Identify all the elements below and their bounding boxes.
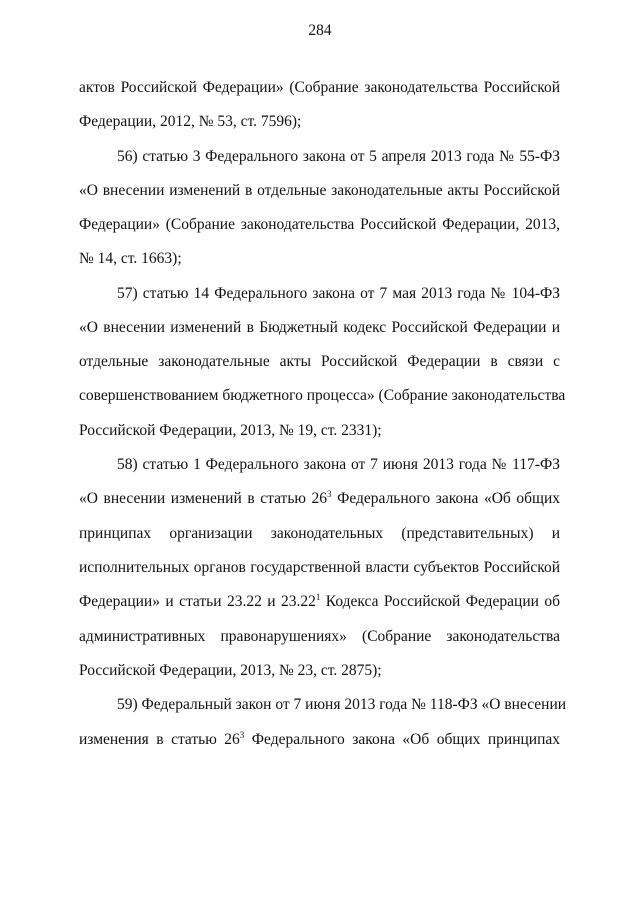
text-line: принципах организации законодательных (представительных) и — [79, 525, 560, 542]
text-segment: Кодекса Российской Федерации об — [320, 593, 560, 610]
superscript: 1 — [315, 592, 321, 602]
text-line — [79, 592, 560, 612]
superscript: 3 — [327, 489, 332, 499]
text-line: Федерации» (Собрание законодательства Российской Федерации, 2013, — [79, 216, 560, 233]
text-line: исполнительных органов государственной власти субъектов Российской — [79, 559, 560, 576]
text-line: «О внесении изменений в отдельные законодательные акты Российской — [79, 182, 560, 199]
text-line: Российской Федерации, 2013, № 23, ст. 2875); — [79, 662, 382, 679]
text-line: 58) статью 1 Федерального закона от 7 июня 2013 года № 117-ФЗ — [117, 456, 560, 473]
text-line: Российской Федерации, 2013, № 19, ст. 2331); — [79, 422, 382, 439]
text-line: Федерации, 2012, № 53, ст. 7596); — [79, 113, 302, 130]
text-line: 56) статью 3 Федерального закона от 5 апреля 2013 года № 55-ФЗ — [117, 148, 560, 165]
text-line — [79, 489, 560, 509]
text-segment: Федерации» и статьи 23.22 и 23.22 — [79, 593, 316, 610]
page-number: 284 — [308, 22, 332, 39]
text-segment: «О внесении изменений в статью 26 — [79, 490, 328, 507]
text-line: совершенствованием бюджетного процесса» (Собрание законодательства — [79, 387, 566, 404]
text-line: «О внесении изменений в Бюджетный кодекс Российской Федерации и — [79, 319, 560, 336]
text-line: актов Российской Федерации» (Собрание законодательства Российской — [79, 79, 560, 96]
text-segment: Федерального закона «Об общих принципах — [244, 731, 560, 748]
text-line: № 14, ст. 1663); — [79, 250, 182, 267]
superscript: 3 — [239, 730, 245, 740]
text-line: 57) статью 14 Федерального закона от 7 мая 2013 года № 104-ФЗ — [117, 285, 560, 302]
text-line: административных правонарушениях» (Собрание законодательства — [79, 628, 560, 645]
text-segment: Федерального закона «Об общих — [331, 490, 560, 507]
text-line: 59) Федеральный закон от 7 июня 2013 года № 118-ФЗ «О внесении — [117, 696, 567, 713]
text-segment: изменения в статью 26 — [79, 731, 240, 748]
text-line: отдельные законодательные акты Российской Федерации в связи с — [79, 353, 560, 370]
text-line — [79, 730, 560, 750]
